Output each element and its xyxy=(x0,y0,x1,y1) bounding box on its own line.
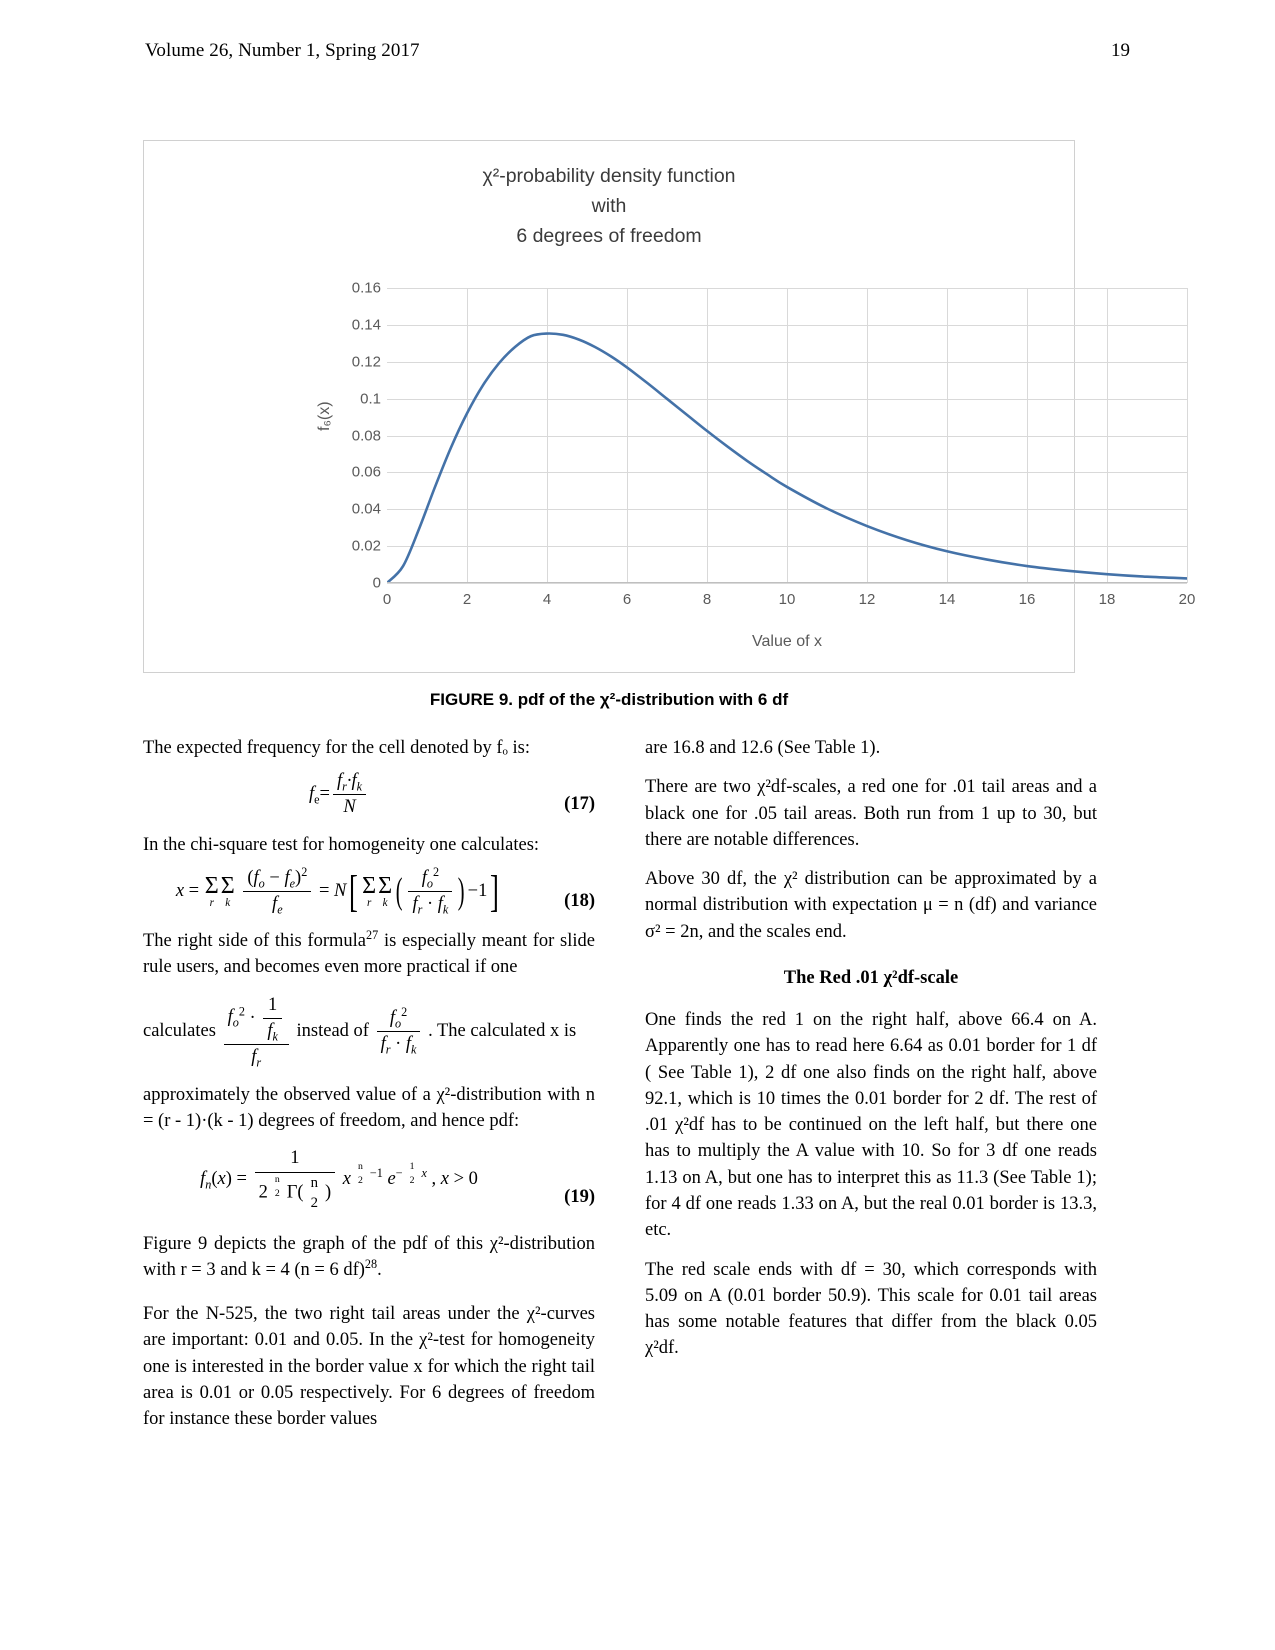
chart-x-axis-line xyxy=(387,582,1187,583)
figure9-text-b: . xyxy=(377,1259,382,1280)
chart-y-tick-label: 0.04 xyxy=(351,500,381,518)
inline-fraction-left: $f_o^2$ · $\frac{1}{f_k}$ $f_r$ xyxy=(224,994,289,1069)
chart-y-tick-label: 0.02 xyxy=(351,537,381,555)
chart-title-line-1: χ²-probability density function xyxy=(482,165,736,187)
chart-x-tick-label: 20 xyxy=(1178,591,1196,608)
paragraph-above-30-df: Above 30 df, the χ² distribution can be approximated by a normal distribution with expectation μ = n (df) and variance σ² = 2n, and the scales end. xyxy=(645,869,1097,942)
equation-17-number: (17) xyxy=(564,794,595,815)
chart-x-tick-label: 6 xyxy=(622,591,632,608)
chart-y-tick-label: 0.08 xyxy=(351,427,381,444)
figure-chart-container xyxy=(143,140,1196,673)
equation-19 xyxy=(143,1147,595,1212)
paragraph-slide-rule-text-b: is especially meant for slide rule users, and becomes even more practical if one xyxy=(143,931,595,978)
chart-y-tick-label: 0.16 xyxy=(351,279,381,297)
chart-x-tick-label: 8 xyxy=(702,591,712,608)
paragraph-approx-observed-value: approximately the observed value of a χ²-distribution with n = (r - 1)·(k - 1) degrees of freedom, and hence pdf: xyxy=(143,1084,595,1132)
paragraph-red-scale-end: The red scale ends with df = 30, which corresponds with 5.09 on A (0.01 border 50.9). This scale for 0.01 tail areas has some notable features that differ from the black 0.05 χ²df. xyxy=(645,1259,1097,1359)
chart-title-line-2: with xyxy=(591,195,627,218)
chart-title-line-3: 6 degrees of freedom xyxy=(516,225,702,248)
journal-issue-label: Volume 26, Number 1, Spring 2017 xyxy=(145,40,420,61)
calculates-text-c: . The calculated x is xyxy=(428,1020,577,1041)
equation-17 xyxy=(143,770,595,819)
body-column-left xyxy=(143,735,595,1445)
chart-gridline-horizontal xyxy=(387,583,1187,584)
chart-x-tick-label: 4 xyxy=(542,591,552,608)
chart-x-tick-label: 18 xyxy=(1098,591,1116,608)
paragraph-slide-rule-users xyxy=(143,928,595,981)
page-number: 19 xyxy=(1111,40,1130,61)
equation-18 xyxy=(143,864,595,917)
equation-19-body: $f_n(x)$ = 1 2 $^{n 2}$ Γ( n 2 ) x $^{n 2 -1}$ $e^{- 1 2 x}$ , x > 0 xyxy=(200,1148,478,1212)
chart-x-axis-label: Value of x xyxy=(752,633,822,650)
equation-17-body: $f_e=$ $\frac{f_r\cdot f_k}{N}$ xyxy=(143,770,595,819)
calculates-text-b: instead of xyxy=(296,1020,369,1041)
equation-18-body: x = Σ r Σ k $\frac{(f_o - f_e)^2}{f_e}$ = N[ Σ r Σ k ( $\frac{f_o^2}{f_r \cdot f_k}$ ) −1] xyxy=(175,864,500,917)
chart-x-tick-label: 16 xyxy=(1018,591,1036,608)
body-column-right xyxy=(645,735,1097,1375)
calculates-text-a: calculates xyxy=(143,1020,216,1041)
paragraph-two-df-scales: There are two χ²df-scales, a red one for .01 tail areas and a black one for .05 tail areas. Both run from 1 up to 30, but there are notable differences. xyxy=(645,777,1097,850)
chart-y-tick-label: 0.06 xyxy=(351,463,381,481)
paragraph-calculates-instead xyxy=(143,994,595,1069)
paragraph-homogeneity-test: In the chi-square test for homogeneity one calculates: xyxy=(143,834,540,855)
paragraph-slide-rule-text-a: The right side of this formula xyxy=(143,931,366,952)
chart-plot-area xyxy=(351,279,1196,650)
chart-title xyxy=(144,161,1074,252)
footnote-marker-27: 27 xyxy=(365,927,379,942)
paragraph-border-values: are 16.8 and 12.6 (See Table 1). xyxy=(645,738,881,758)
paragraph-n525-tail-areas: For the N-525, the two right tail areas under the χ²-curves are important: 0.01 and 0.05. In the χ²-test for homogeneity one is interested in the border value x for which the right tail area is 0.01 or 0.05 respectively. For 6 degrees of freedom for instance these border values xyxy=(143,1304,595,1430)
chart-x-tick-label: 12 xyxy=(858,591,876,608)
equation-19-number: (19) xyxy=(564,1187,595,1208)
chart-x-tick-label: 10 xyxy=(778,591,796,608)
chart-y-tick-label: 0 xyxy=(372,574,381,592)
chart-y-tick-label: 0.14 xyxy=(351,316,381,334)
chart-y-tick-label: 0.12 xyxy=(351,353,381,371)
chart-y-axis-label: f₆(x) xyxy=(316,401,333,431)
chart-gridline-vertical xyxy=(1187,288,1188,583)
chart-series-line xyxy=(387,288,1187,583)
chart-x-tick-label: 0 xyxy=(382,591,392,608)
footnote-marker-28: 28 xyxy=(364,1256,378,1271)
section-heading-red-scale: The Red .01 χ²df-scale xyxy=(783,967,959,988)
equation-18-number: (18) xyxy=(564,890,595,911)
chart-x-tick-label: 14 xyxy=(938,591,956,608)
paragraph-figure9-reference xyxy=(143,1231,595,1284)
running-head xyxy=(145,40,1130,62)
figure-caption: FIGURE 9. pdf of the χ²-distribution with 6 df xyxy=(429,690,789,709)
chart-x-tick-label: 2 xyxy=(462,591,472,608)
paragraph-expected-frequency: The expected frequency for the cell denoted by fₒ is: xyxy=(143,738,530,758)
paragraph-red-scale-reading: One finds the red 1 on the right half, above 66.4 on A. Apparently one has to read here 6.64 as 0.01 border for 1 df ( See Table 1), 2 df one also finds on the right half, above 92.1, which is 10 times the 0.01 border for 2 df. The rest of .01 χ²df has to be continued on the left half, but there one has to multiply the A value with 10. So for 3 df one reads 1.13 on A, but one has to interpret this as 11.3 (See Table 1); for 4 df one reads 1.33 on A, but the real 0.01 border is 13.3, etc. xyxy=(645,1010,1097,1241)
inline-fraction-right: $\frac{f_o^2}{f_r \cdot f_k}$ xyxy=(377,1007,421,1056)
figure9-text-a: Figure 9 depicts the graph of the pdf of this χ²-distribution with r = 3 and k = 4 (n = 6 df) xyxy=(143,1233,595,1280)
chart-y-tick-label: 0.1 xyxy=(360,390,381,408)
